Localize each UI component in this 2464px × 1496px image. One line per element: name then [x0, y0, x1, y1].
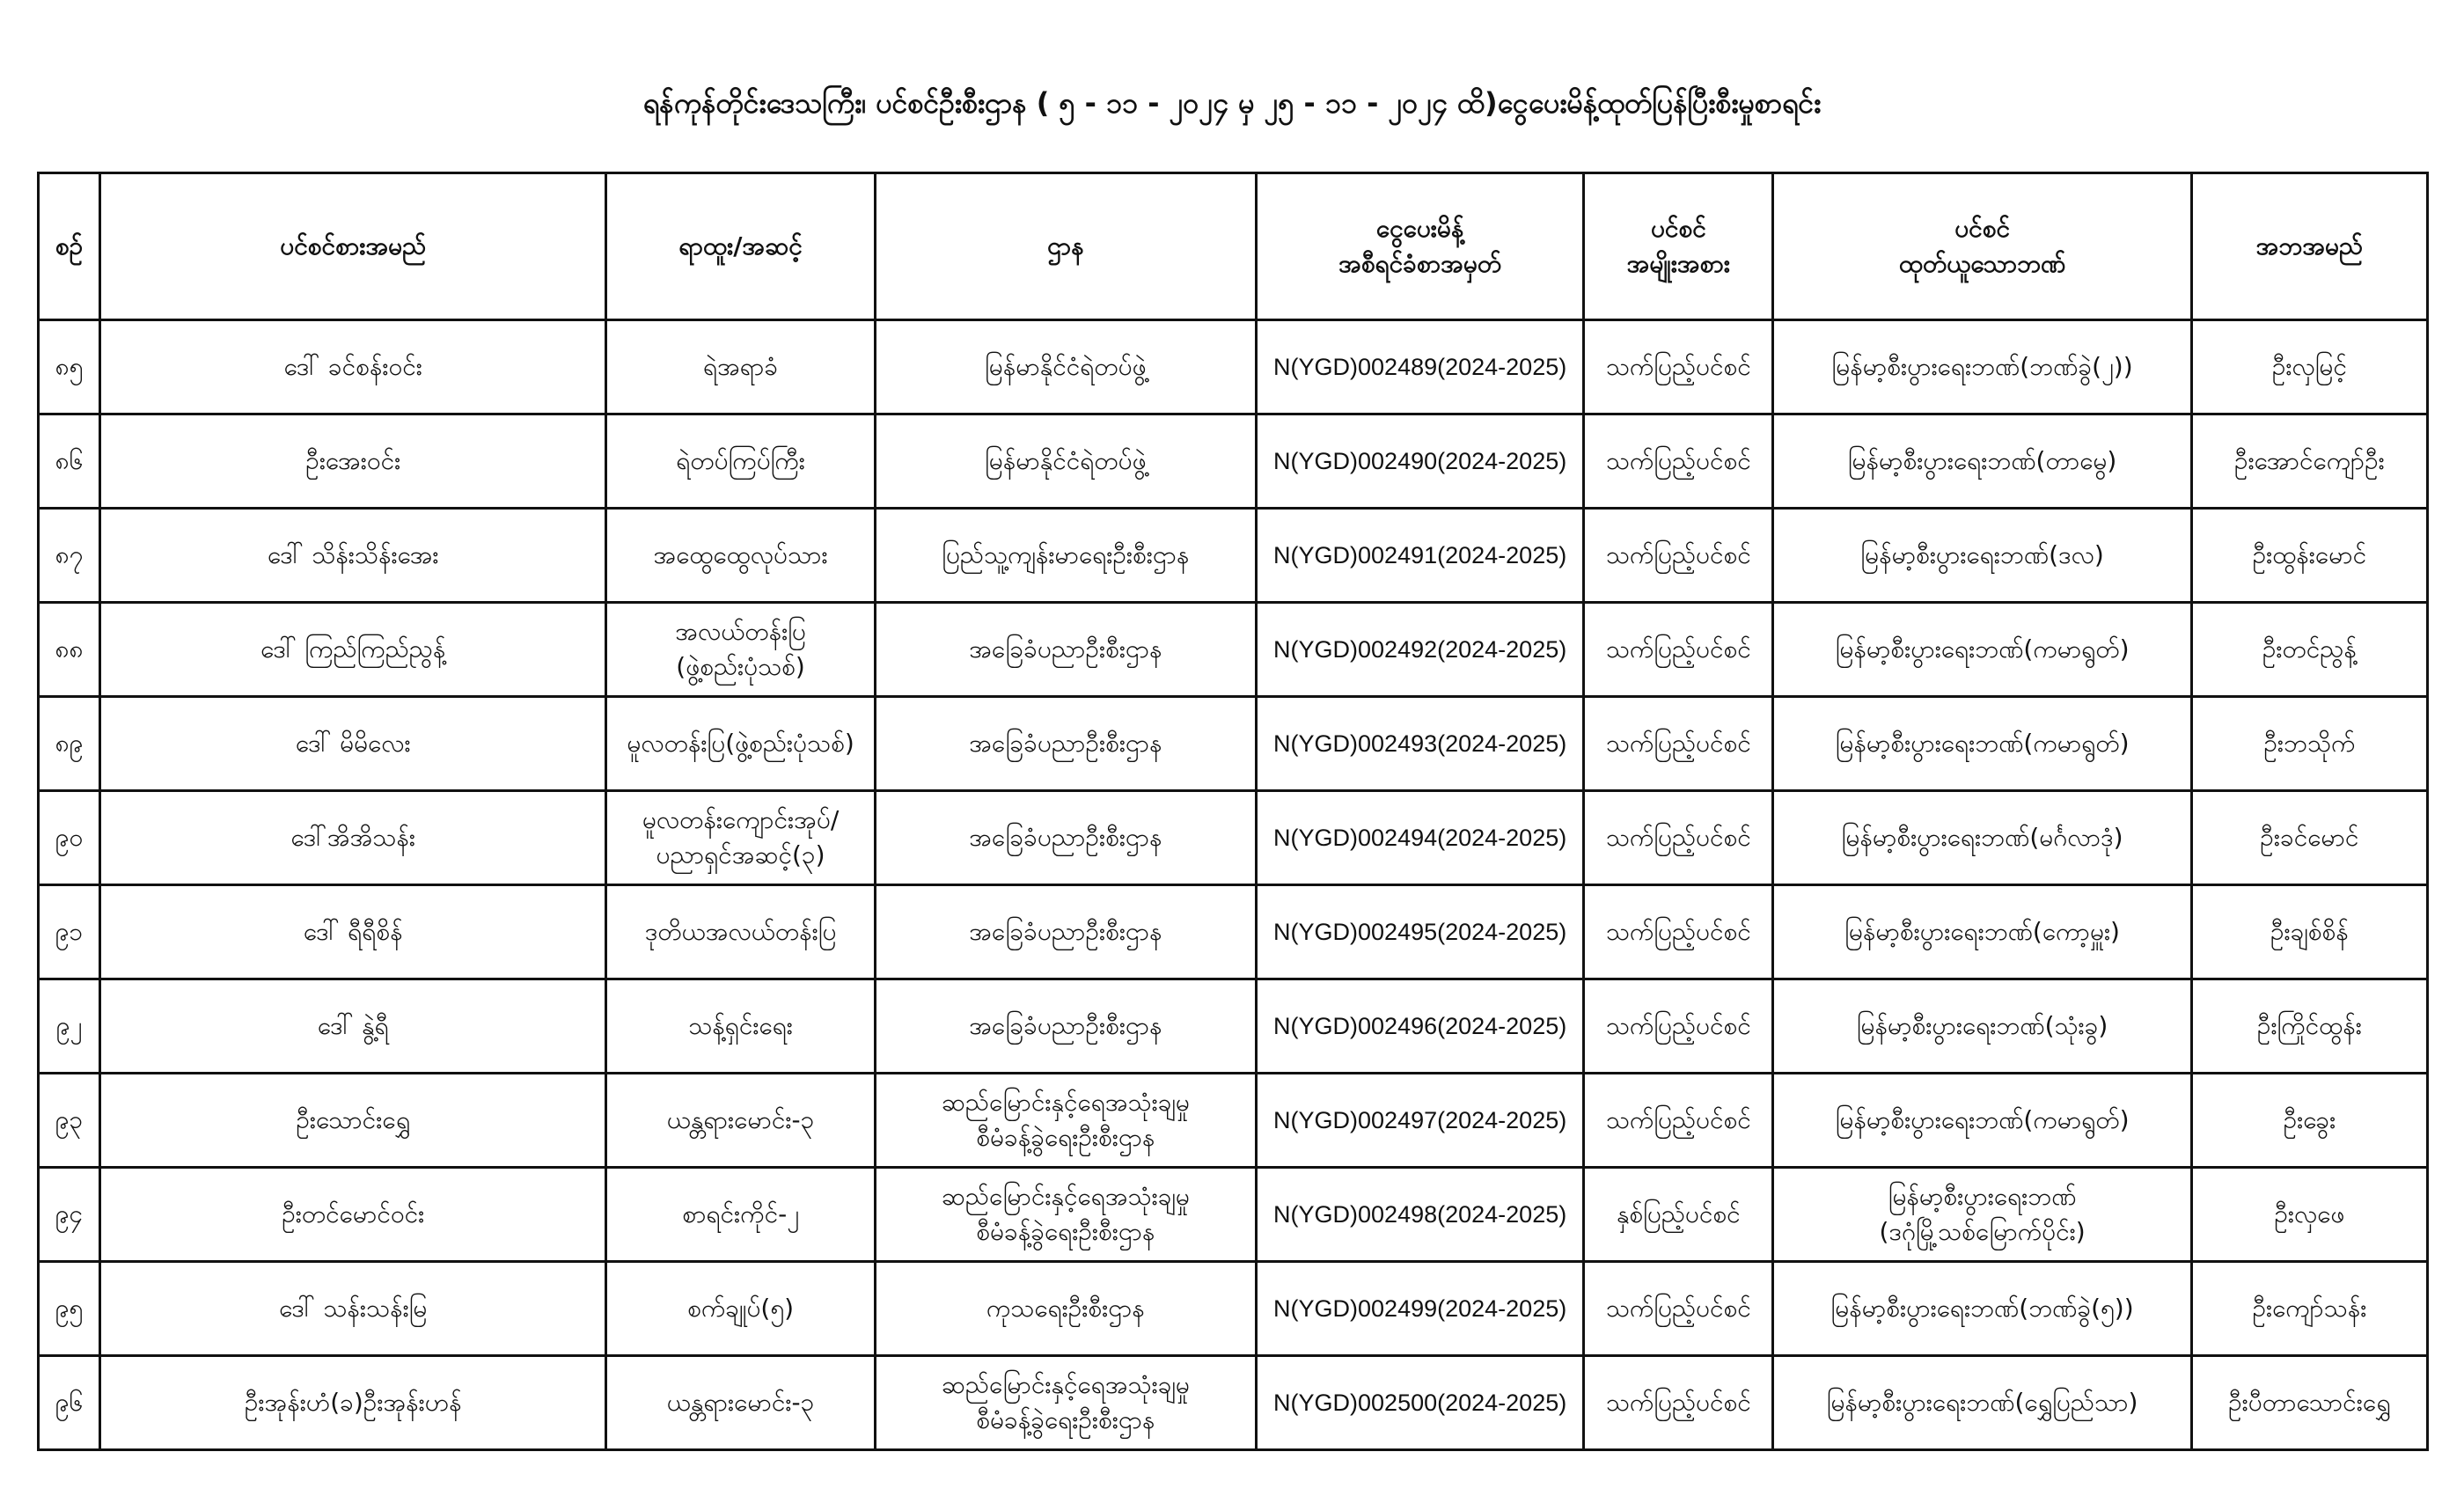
cell-payment-order-no: N(YGD)002492(2024-2025): [1257, 603, 1584, 697]
cell-payment-order-no: N(YGD)002499(2024-2025): [1257, 1262, 1584, 1356]
header-bank: ပင်စင် ထုတ်ယူသောဘဏ်: [1773, 173, 2191, 320]
cell-pensioner-name: ဒေါ် ကြည်ကြည်ညွန့်: [100, 603, 606, 697]
cell-pensioner-name: ဒေါ် ရီရီစိန်: [100, 885, 606, 979]
cell-pension-type: သက်ပြည့်ပင်စင်: [1584, 1356, 1773, 1450]
cell-serial: ၉၀: [39, 791, 100, 885]
document-title: ရန်ကုန်တိုင်းဒေသကြီး၊ ပင်စင်ဦးစီးဌာန ( ၅ - ၁၁ - ၂၀၂၄ မှ ၂၅ - ၁၁ - ၂၀၂၄ ထိ)ငွေပေးမိန့်ထုတ်ပြန်ပြီးစီးမှုစာရင်း: [642, 86, 1822, 120]
cell-father-name: ဦးပီတာသောင်းရွှေ: [2191, 1356, 2427, 1450]
cell-rank: ဒုတိယအလယ်တန်းပြ: [606, 885, 875, 979]
table-row: [39, 791, 2428, 885]
cell-department: မြန်မာနိုင်ငံရဲတပ်ဖွဲ့: [875, 320, 1256, 414]
cell-department: ဆည်မြောင်းနှင့်ရေအသုံးချမှု စီမံခန့်ခွဲရေးဦးစီးဌာန: [875, 1074, 1256, 1168]
cell-father-name: ဦးခင်မောင်: [2191, 791, 2427, 885]
cell-bank: မြန်မာ့စီးပွားရေးဘဏ်(ကမာရွတ်): [1773, 697, 2191, 791]
cell-pension-type: သက်ပြည့်ပင်စင်: [1584, 509, 1773, 603]
cell-serial: ၉၅: [39, 1262, 100, 1356]
cell-rank: စက်ချုပ်(၅): [606, 1262, 875, 1356]
cell-department: အခြေခံပညာဦးစီးဌာန: [875, 791, 1256, 885]
cell-father-name: ဦးကျော်သန်း: [2191, 1262, 2427, 1356]
cell-payment-order-no: N(YGD)002493(2024-2025): [1257, 697, 1584, 791]
table-row: [39, 414, 2428, 509]
cell-pension-type: သက်ပြည့်ပင်စင်: [1584, 603, 1773, 697]
cell-pension-type: သက်ပြည့်ပင်စင်: [1584, 1074, 1773, 1168]
cell-bank: မြန်မာ့စီးပွားရေးဘဏ် (ဒဂုံမြို့သစ်မြောက်ပိုင်း): [1773, 1168, 2191, 1262]
cell-pension-type: သက်ပြည့်ပင်စင်: [1584, 414, 1773, 509]
cell-serial: ၉၁: [39, 885, 100, 979]
cell-pensioner-name: ဒေါ် နွဲ့ရီ: [100, 979, 606, 1074]
header-serial: စဉ်: [39, 173, 100, 320]
table-row: [39, 1168, 2428, 1262]
cell-serial: ၉၆: [39, 1356, 100, 1450]
header-rank: ရာထူး/အဆင့်: [606, 173, 875, 320]
cell-rank: အထွေထွေလုပ်သား: [606, 509, 875, 603]
cell-pensioner-name: ဒေါ်အိအိသန်း: [100, 791, 606, 885]
cell-rank: မူလတန်းကျောင်းအုပ်/ ပညာရှင်အဆင့်(၃): [606, 791, 875, 885]
cell-department: မြန်မာနိုင်ငံရဲတပ်ဖွဲ့: [875, 414, 1256, 509]
cell-father-name: ဦးလှမြင့်: [2191, 320, 2427, 414]
header-pensioner-name: ပင်စင်စားအမည်: [100, 173, 606, 320]
cell-payment-order-no: N(YGD)002495(2024-2025): [1257, 885, 1584, 979]
cell-serial: ၉၂: [39, 979, 100, 1074]
cell-department: ဆည်မြောင်းနှင့်ရေအသုံးချမှု စီမံခန့်ခွဲရေးဦးစီးဌာန: [875, 1168, 1256, 1262]
header-father-name: အဘအမည်: [2191, 173, 2427, 320]
cell-bank: မြန်မာ့စီးပွားရေးဘဏ်(ကမာရွတ်): [1773, 1074, 2191, 1168]
cell-payment-order-no: N(YGD)002489(2024-2025): [1257, 320, 1584, 414]
cell-rank: မူလတန်းပြ(ဖွဲ့စည်းပုံသစ်): [606, 697, 875, 791]
cell-department: အခြေခံပညာဦးစီးဌာန: [875, 885, 1256, 979]
cell-serial: ၈၇: [39, 509, 100, 603]
table-row: [39, 1356, 2428, 1450]
cell-serial: ၈၆: [39, 414, 100, 509]
cell-pensioner-name: ဦးအေးဝင်း: [100, 414, 606, 509]
pension-table: [37, 172, 2429, 1451]
cell-pensioner-name: ဒေါ် မိမိလေး: [100, 697, 606, 791]
cell-father-name: ဦးချစ်စိန်: [2191, 885, 2427, 979]
cell-father-name: ဦးကြိုင်ထွန်း: [2191, 979, 2427, 1074]
cell-serial: ၈၈: [39, 603, 100, 697]
cell-pension-type: နှစ်ပြည့်ပင်စင်: [1584, 1168, 1773, 1262]
cell-payment-order-no: N(YGD)002490(2024-2025): [1257, 414, 1584, 509]
cell-rank: စာရင်းကိုင်-၂: [606, 1168, 875, 1262]
cell-bank: မြန်မာ့စီးပွားရေးဘဏ်(တာမွေ): [1773, 414, 2191, 509]
table-row: [39, 979, 2428, 1074]
table-row: [39, 885, 2428, 979]
table-row: [39, 603, 2428, 697]
cell-payment-order-no: N(YGD)002497(2024-2025): [1257, 1074, 1584, 1168]
cell-bank: မြန်မာ့စီးပွားရေးဘဏ်(သုံးခွ): [1773, 979, 2191, 1074]
table-header-row: [39, 173, 2428, 320]
table-row: [39, 1262, 2428, 1356]
cell-rank: သန့်ရှင်းရေး: [606, 979, 875, 1074]
cell-pensioner-name: ဒေါ် သန်းသန်းမြ: [100, 1262, 606, 1356]
cell-rank: ယန္တရားမောင်း-၃: [606, 1074, 875, 1168]
table-row: [39, 697, 2428, 791]
cell-pensioner-name: ဒေါ် ခင်စန်းဝင်း: [100, 320, 606, 414]
cell-department: ဆည်မြောင်းနှင့်ရေအသုံးချမှု စီမံခန့်ခွဲရေးဦးစီးဌာန: [875, 1356, 1256, 1450]
cell-pension-type: သက်ပြည့်ပင်စင်: [1584, 791, 1773, 885]
cell-father-name: ဦးတင်ညွန့်: [2191, 603, 2427, 697]
cell-department: အခြေခံပညာဦးစီးဌာန: [875, 979, 1256, 1074]
header-payment-order-no: ငွေပေးမိန့် အစီရင်ခံစာအမှတ်: [1257, 173, 1584, 320]
cell-department: ပြည်သူ့ကျန်းမာရေးဦးစီးဌာန: [875, 509, 1256, 603]
cell-pensioner-name: ဦးတင်မောင်ဝင်း: [100, 1168, 606, 1262]
cell-bank: မြန်မာ့စီးပွားရေးဘဏ်(ကမာရွတ်): [1773, 603, 2191, 697]
cell-rank: အလယ်တန်းပြ (ဖွဲ့စည်းပုံသစ်): [606, 603, 875, 697]
cell-pension-type: သက်ပြည့်ပင်စင်: [1584, 1262, 1773, 1356]
cell-pension-type: သက်ပြည့်ပင်စင်: [1584, 979, 1773, 1074]
cell-department: အခြေခံပညာဦးစီးဌာန: [875, 603, 1256, 697]
cell-bank: မြန်မာ့စီးပွားရေးဘဏ်(ရွှေပြည်သာ): [1773, 1356, 2191, 1450]
cell-rank: ရဲတပ်ကြပ်ကြီး: [606, 414, 875, 509]
table-row: [39, 320, 2428, 414]
cell-bank: မြန်မာ့စီးပွားရေးဘဏ်(ဘဏ်ခွဲ(၅)): [1773, 1262, 2191, 1356]
header-pension-type: ပင်စင် အမျိုးအစား: [1584, 173, 1773, 320]
cell-serial: ၉၄: [39, 1168, 100, 1262]
cell-department: အခြေခံပညာဦးစီးဌာန: [875, 697, 1256, 791]
cell-father-name: ဦးခွေး: [2191, 1074, 2427, 1168]
cell-payment-order-no: N(YGD)002500(2024-2025): [1257, 1356, 1584, 1450]
table-row: [39, 1074, 2428, 1168]
cell-father-name: ဦးဘသိုက်: [2191, 697, 2427, 791]
cell-bank: မြန်မာ့စီးပွားရေးဘဏ်(ကော့မှူး): [1773, 885, 2191, 979]
cell-pensioner-name: ဦးအုန်းဟံ(ခ)ဦးအုန်းဟန်: [100, 1356, 606, 1450]
cell-serial: ၈၅: [39, 320, 100, 414]
cell-bank: မြန်မာ့စီးပွားရေးဘဏ်(မင်္ဂလာဒုံ): [1773, 791, 2191, 885]
cell-rank: ရဲအရာခံ: [606, 320, 875, 414]
cell-pensioner-name: ဦးသောင်းရွှေ: [100, 1074, 606, 1168]
cell-bank: မြန်မာ့စီးပွားရေးဘဏ်(ဒလ): [1773, 509, 2191, 603]
cell-father-name: ဦးလှဖေ: [2191, 1168, 2427, 1262]
cell-father-name: ဦးအောင်ကျော်ဦး: [2191, 414, 2427, 509]
cell-father-name: ဦးထွန်းမောင်: [2191, 509, 2427, 603]
cell-department: ကုသရေးဦးစီးဌာန: [875, 1262, 1256, 1356]
cell-serial: ၈၉: [39, 697, 100, 791]
table-row: [39, 509, 2428, 603]
cell-payment-order-no: N(YGD)002498(2024-2025): [1257, 1168, 1584, 1262]
cell-pension-type: သက်ပြည့်ပင်စင်: [1584, 697, 1773, 791]
cell-pension-type: သက်ပြည့်ပင်စင်: [1584, 320, 1773, 414]
cell-rank: ယန္တရားမောင်း-၃: [606, 1356, 875, 1450]
cell-payment-order-no: N(YGD)002494(2024-2025): [1257, 791, 1584, 885]
cell-payment-order-no: N(YGD)002496(2024-2025): [1257, 979, 1584, 1074]
cell-bank: မြန်မာ့စီးပွားရေးဘဏ်(ဘဏ်ခွဲ(၂)): [1773, 320, 2191, 414]
cell-payment-order-no: N(YGD)002491(2024-2025): [1257, 509, 1584, 603]
cell-pensioner-name: ဒေါ် သိန်းသိန်းအေး: [100, 509, 606, 603]
cell-serial: ၉၃: [39, 1074, 100, 1168]
header-department: ဌာန: [875, 173, 1256, 320]
cell-pension-type: သက်ပြည့်ပင်စင်: [1584, 885, 1773, 979]
